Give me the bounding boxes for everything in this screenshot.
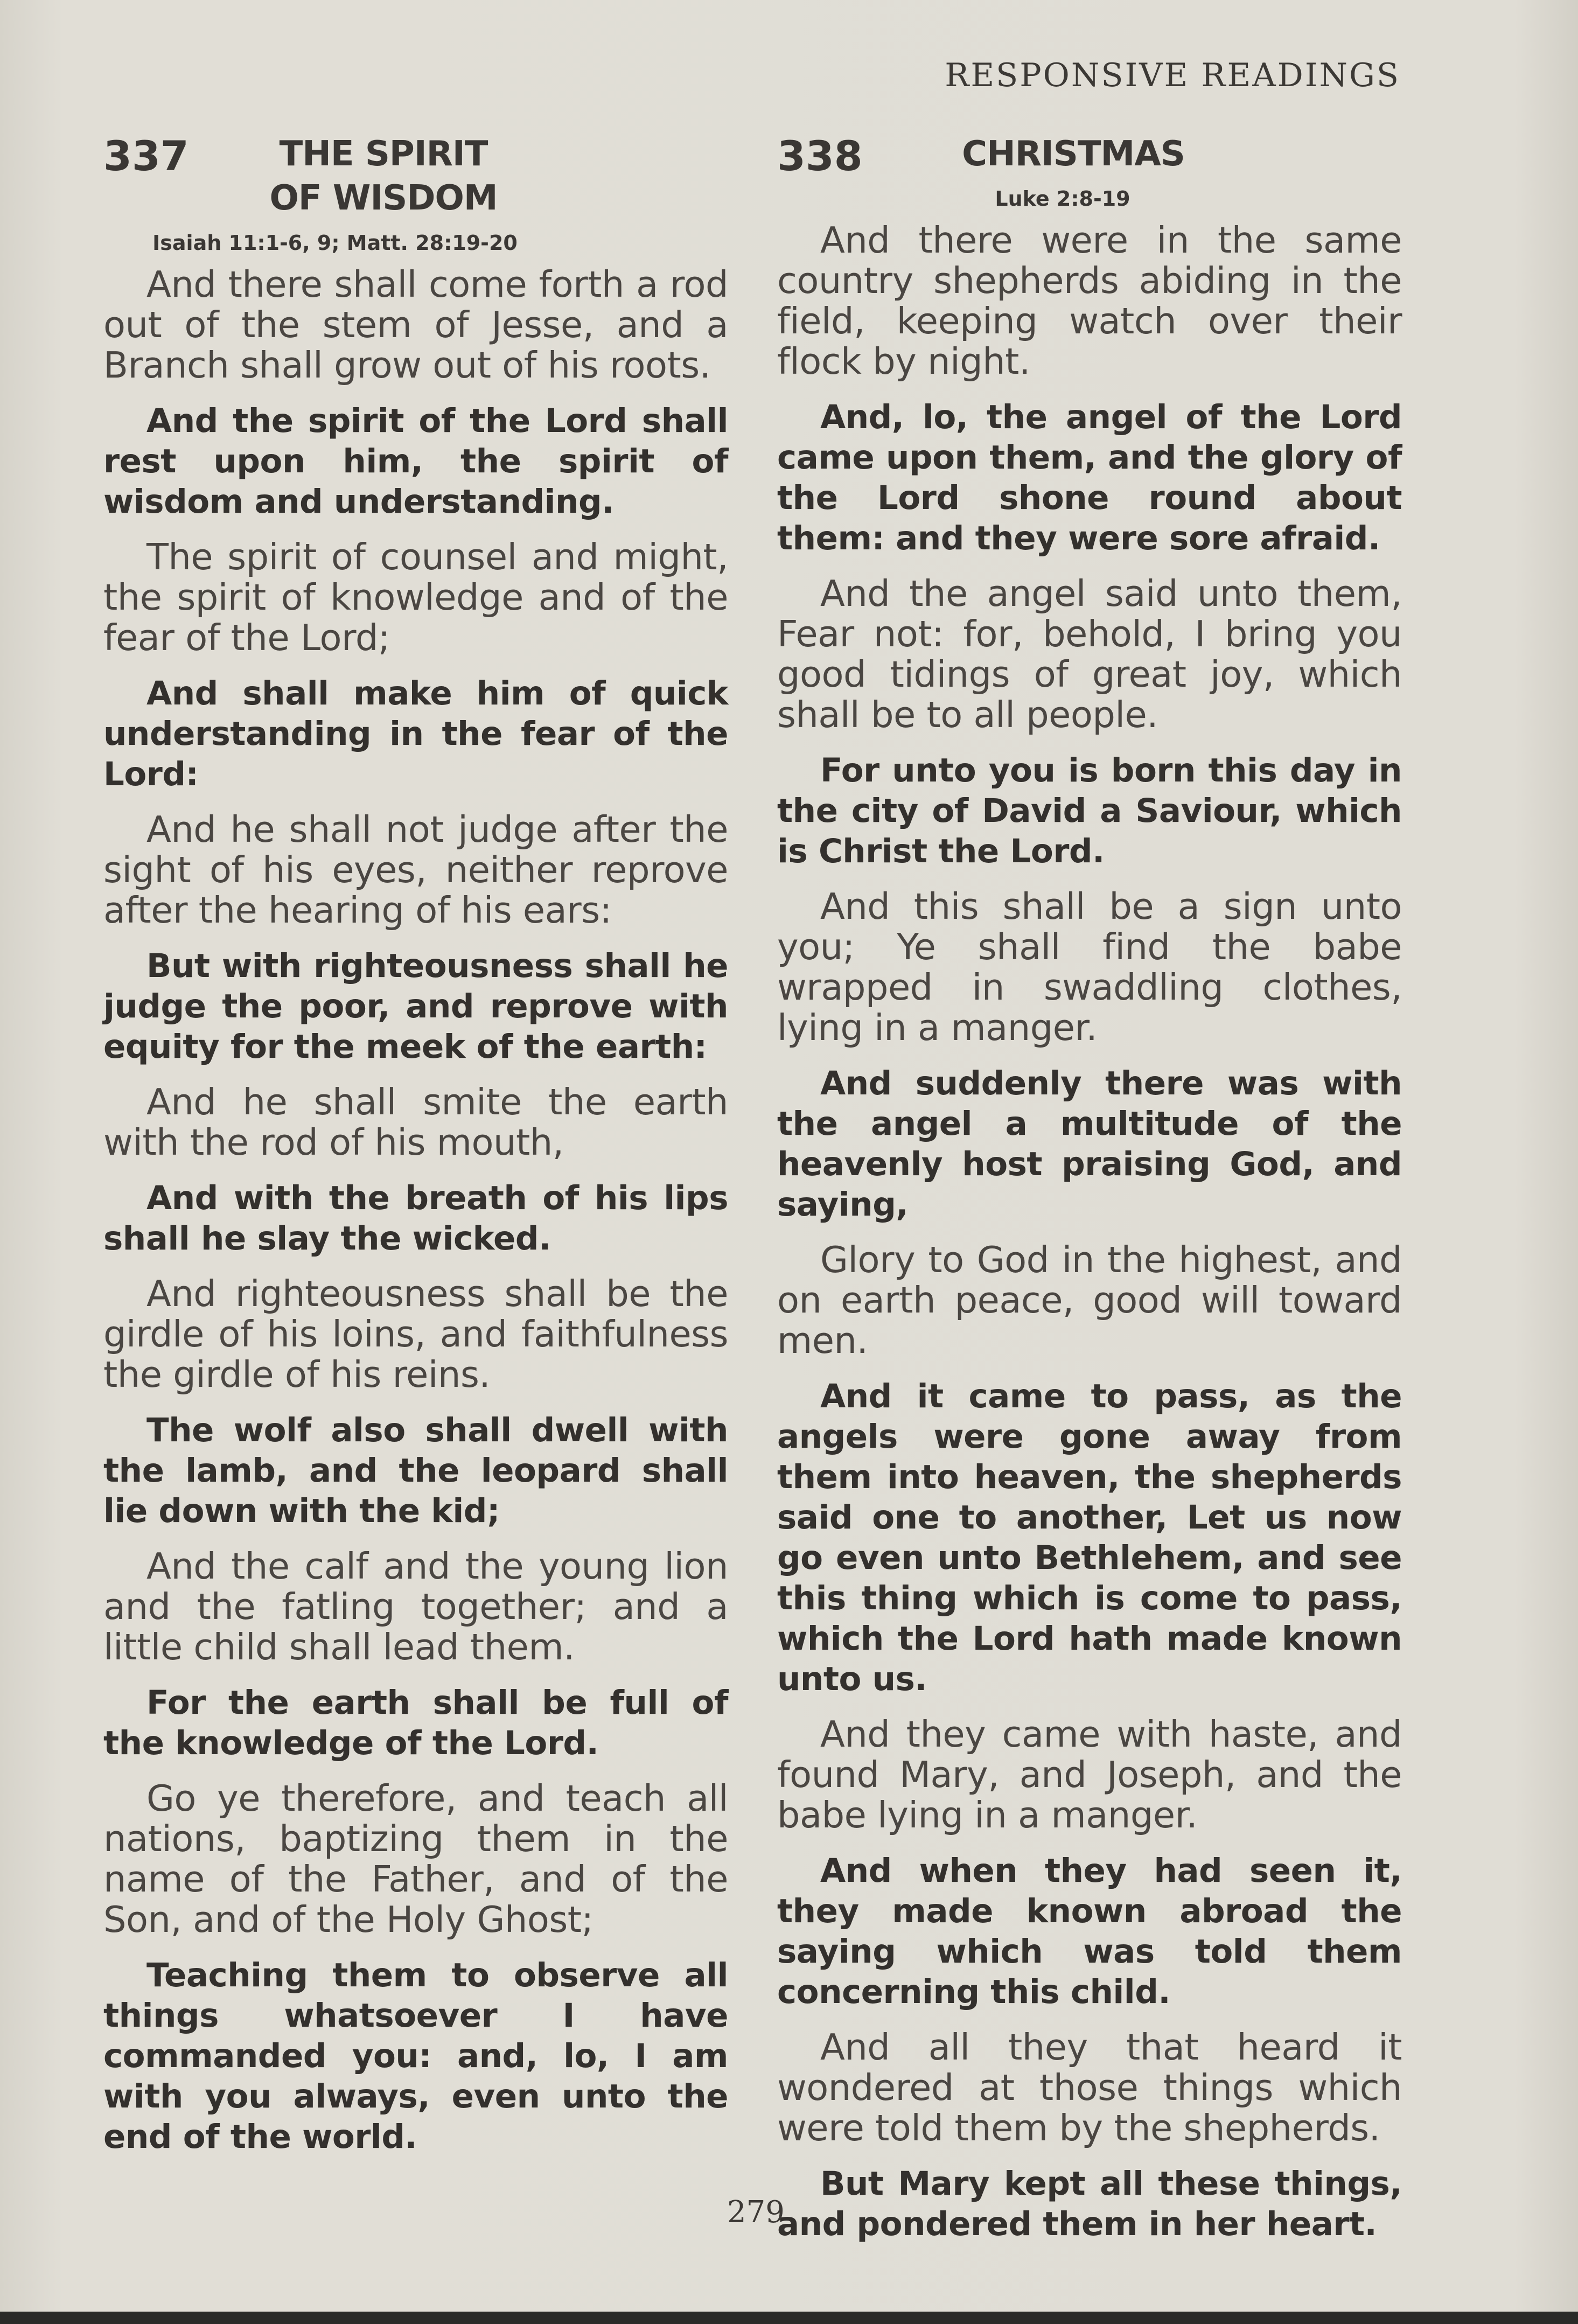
verse-minister: Go ye therefore, and teach all nations, baptizing them in the name of the Father, and of the Son, and of the Holy Ghost; bbox=[103, 1777, 728, 1941]
verse-congregation: And the spirit of the Lord shall rest upon him, the spirit of wisdom and understanding. bbox=[103, 402, 728, 521]
verse-minister: And the calf and the young lion and the fatling together; and a little child shall lead them. bbox=[103, 1545, 728, 1668]
verse-congregation: Teaching them to observe all things whatsoever I have commanded you: and, lo, I am with you always, even unto the end of the world. bbox=[103, 1956, 728, 2156]
verse-minister: And all they that heard it wondered at those things which were told them by the shepherds. bbox=[777, 2026, 1402, 2149]
verse-minister: And there were in the same country shepherds abiding in the field, keeping watch over their flock by night. bbox=[777, 219, 1402, 382]
verse-congregation: But Mary kept all these things, and pondered them in her heart. bbox=[777, 2165, 1402, 2243]
verse-minister: And they came with haste, and found Mary, and Joseph, and the babe lying in a manger. bbox=[777, 1713, 1402, 1836]
page-number: 279 bbox=[727, 2195, 785, 2230]
verse-minister: The spirit of counsel and might, the spirit of knowledge and of the fear of the Lord; bbox=[103, 536, 728, 659]
verse-congregation: And shall make him of quick understanding in the fear of the Lord: bbox=[103, 674, 728, 793]
scan-edge bbox=[0, 2312, 1578, 2324]
verse-minister: And he shall smite the earth with the rod of his mouth, bbox=[103, 1081, 728, 1163]
reading-number: 338 bbox=[777, 132, 863, 180]
verse-minister: And there shall come forth a rod out of the stem of Jesse, and a Branch shall grow out of his roots. bbox=[103, 263, 728, 386]
reading-338 bbox=[777, 132, 1402, 2259]
reading-title: THE SPIRIT OF WISDOM bbox=[269, 134, 498, 218]
verse-minister: And this shall be a sign unto you; Ye shall find the babe wrapped in swaddling clothes, lying in a manger. bbox=[777, 885, 1402, 1049]
reading-number: 337 bbox=[103, 132, 189, 180]
reading-heading bbox=[777, 132, 1402, 218]
reading-title: CHRISTMAS bbox=[962, 134, 1185, 174]
scripture-reference: Luke 2:8-19 bbox=[995, 187, 1130, 211]
verse-congregation: And, lo, the angel of the Lord came upon them, and the glory of the Lord shone round about them: and they were sore afraid. bbox=[777, 398, 1402, 557]
reading-heading bbox=[103, 132, 728, 218]
verse-congregation: The wolf also shall dwell with the lamb, and the leopard shall lie down with the kid; bbox=[103, 1411, 728, 1530]
verse-minister: And the angel said unto them, Fear not: for, behold, I bring you good tidings of great joy, which shall be to all people. bbox=[777, 573, 1402, 736]
verse-congregation: And it came to pass, as the angels were gone away from them into heaven, the shepherds said one to another, Let us now go even unto Bethlehem, and see this thing which is come to pass, which the Lord hath made known unto us. bbox=[777, 1377, 1402, 1698]
verse-congregation: And suddenly there was with the angel a multitude of the heavenly host praising God, and saying, bbox=[777, 1064, 1402, 1224]
verse-congregation: And when they had seen it, they made known abroad the saying which was told them concerning this child. bbox=[777, 1852, 1402, 2011]
verse-congregation: But with righteousness shall he judge the poor, and reprove with equity for the meek of the earth: bbox=[103, 947, 728, 1066]
verse-minister: And righteousness shall be the girdle of his loins, and faithfulness the girdle of his reins. bbox=[103, 1273, 728, 1395]
running-head: RESPONSIVE READINGS bbox=[945, 57, 1400, 94]
verse-minister: And he shall not judge after the sight of his eyes, neither reprove after the hearing of his ears: bbox=[103, 808, 728, 931]
verse-congregation: For unto you is born this day in the city of David a Saviour, which is Christ the Lord. bbox=[777, 751, 1402, 870]
verse-congregation: For the earth shall be full of the knowledge of the Lord. bbox=[103, 1684, 728, 1762]
verse-congregation: And with the breath of his lips shall he slay the wicked. bbox=[103, 1179, 728, 1258]
reading-337 bbox=[103, 132, 728, 2172]
verse-minister: Glory to God in the highest, and on earth peace, good will toward men. bbox=[777, 1239, 1402, 1362]
scripture-reference: Isaiah 11:1-6, 9; Matt. 28:19-20 bbox=[152, 231, 518, 255]
